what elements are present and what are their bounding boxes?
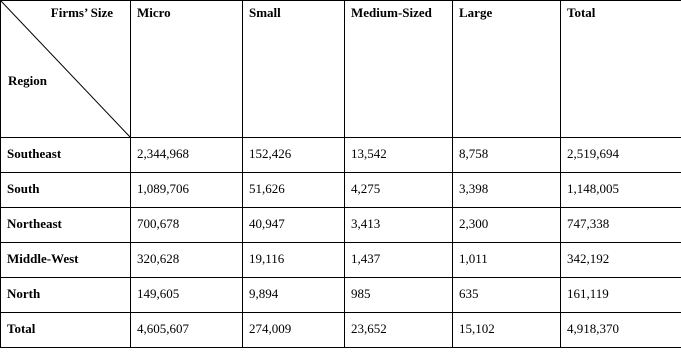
cell-small: 152,426 xyxy=(243,138,345,173)
cell-large: 15,102 xyxy=(453,313,561,348)
cell-micro: 320,628 xyxy=(131,243,243,278)
column-header-large: Large xyxy=(453,1,561,138)
corner-label-firms-size: Firms’ Size xyxy=(50,5,113,20)
cell-medium-sized: 3,413 xyxy=(345,208,453,243)
cell-total: 161,119 xyxy=(561,278,681,313)
row-label: Northeast xyxy=(1,208,131,243)
cell-small: 40,947 xyxy=(243,208,345,243)
row-label: South xyxy=(1,173,131,208)
cell-micro: 1,089,706 xyxy=(131,173,243,208)
cell-micro: 700,678 xyxy=(131,208,243,243)
cell-total: 342,192 xyxy=(561,243,681,278)
cell-medium-sized: 985 xyxy=(345,278,453,313)
cell-medium-sized: 23,652 xyxy=(345,313,453,348)
row-label: Southeast xyxy=(1,138,131,173)
cell-large: 1,011 xyxy=(453,243,561,278)
cell-large: 2,300 xyxy=(453,208,561,243)
table-row-northeast xyxy=(1,208,681,243)
cell-medium-sized: 13,542 xyxy=(345,138,453,173)
row-label: North xyxy=(1,278,131,313)
cell-large: 3,398 xyxy=(453,173,561,208)
cell-small: 9,894 xyxy=(243,278,345,313)
cell-small: 274,009 xyxy=(243,313,345,348)
diagonal-divider-line xyxy=(1,1,131,138)
column-header-small: Small xyxy=(243,1,345,138)
cell-small: 51,626 xyxy=(243,173,345,208)
cell-total: 747,338 xyxy=(561,208,681,243)
cell-total: 1,148,005 xyxy=(561,173,681,208)
column-header-micro: Micro xyxy=(131,1,243,138)
table-row-middle-west xyxy=(1,243,681,278)
column-header-total: Total xyxy=(561,1,681,138)
cell-medium-sized: 4,275 xyxy=(345,173,453,208)
table-row-total xyxy=(1,313,681,348)
cell-micro: 2,344,968 xyxy=(131,138,243,173)
cell-total: 4,918,370 xyxy=(561,313,681,348)
cell-medium-sized: 1,437 xyxy=(345,243,453,278)
row-label: Total xyxy=(1,313,131,348)
cell-total: 2,519,694 xyxy=(561,138,681,173)
table-row-southeast xyxy=(1,138,681,173)
table-row-north xyxy=(1,278,681,313)
cell-large: 8,758 xyxy=(453,138,561,173)
diagonal-divider xyxy=(1,1,131,138)
table-row-south xyxy=(1,173,681,208)
cell-large: 635 xyxy=(453,278,561,313)
corner-label-region: Region xyxy=(8,73,47,88)
column-header-medium-sized: Medium-Sized xyxy=(345,1,453,138)
cell-micro: 149,605 xyxy=(131,278,243,313)
cell-micro: 4,605,607 xyxy=(131,313,243,348)
corner-header-cell xyxy=(1,1,131,138)
cell-small: 19,116 xyxy=(243,243,345,278)
header-row xyxy=(1,1,681,138)
row-label: Middle-West xyxy=(1,243,131,278)
